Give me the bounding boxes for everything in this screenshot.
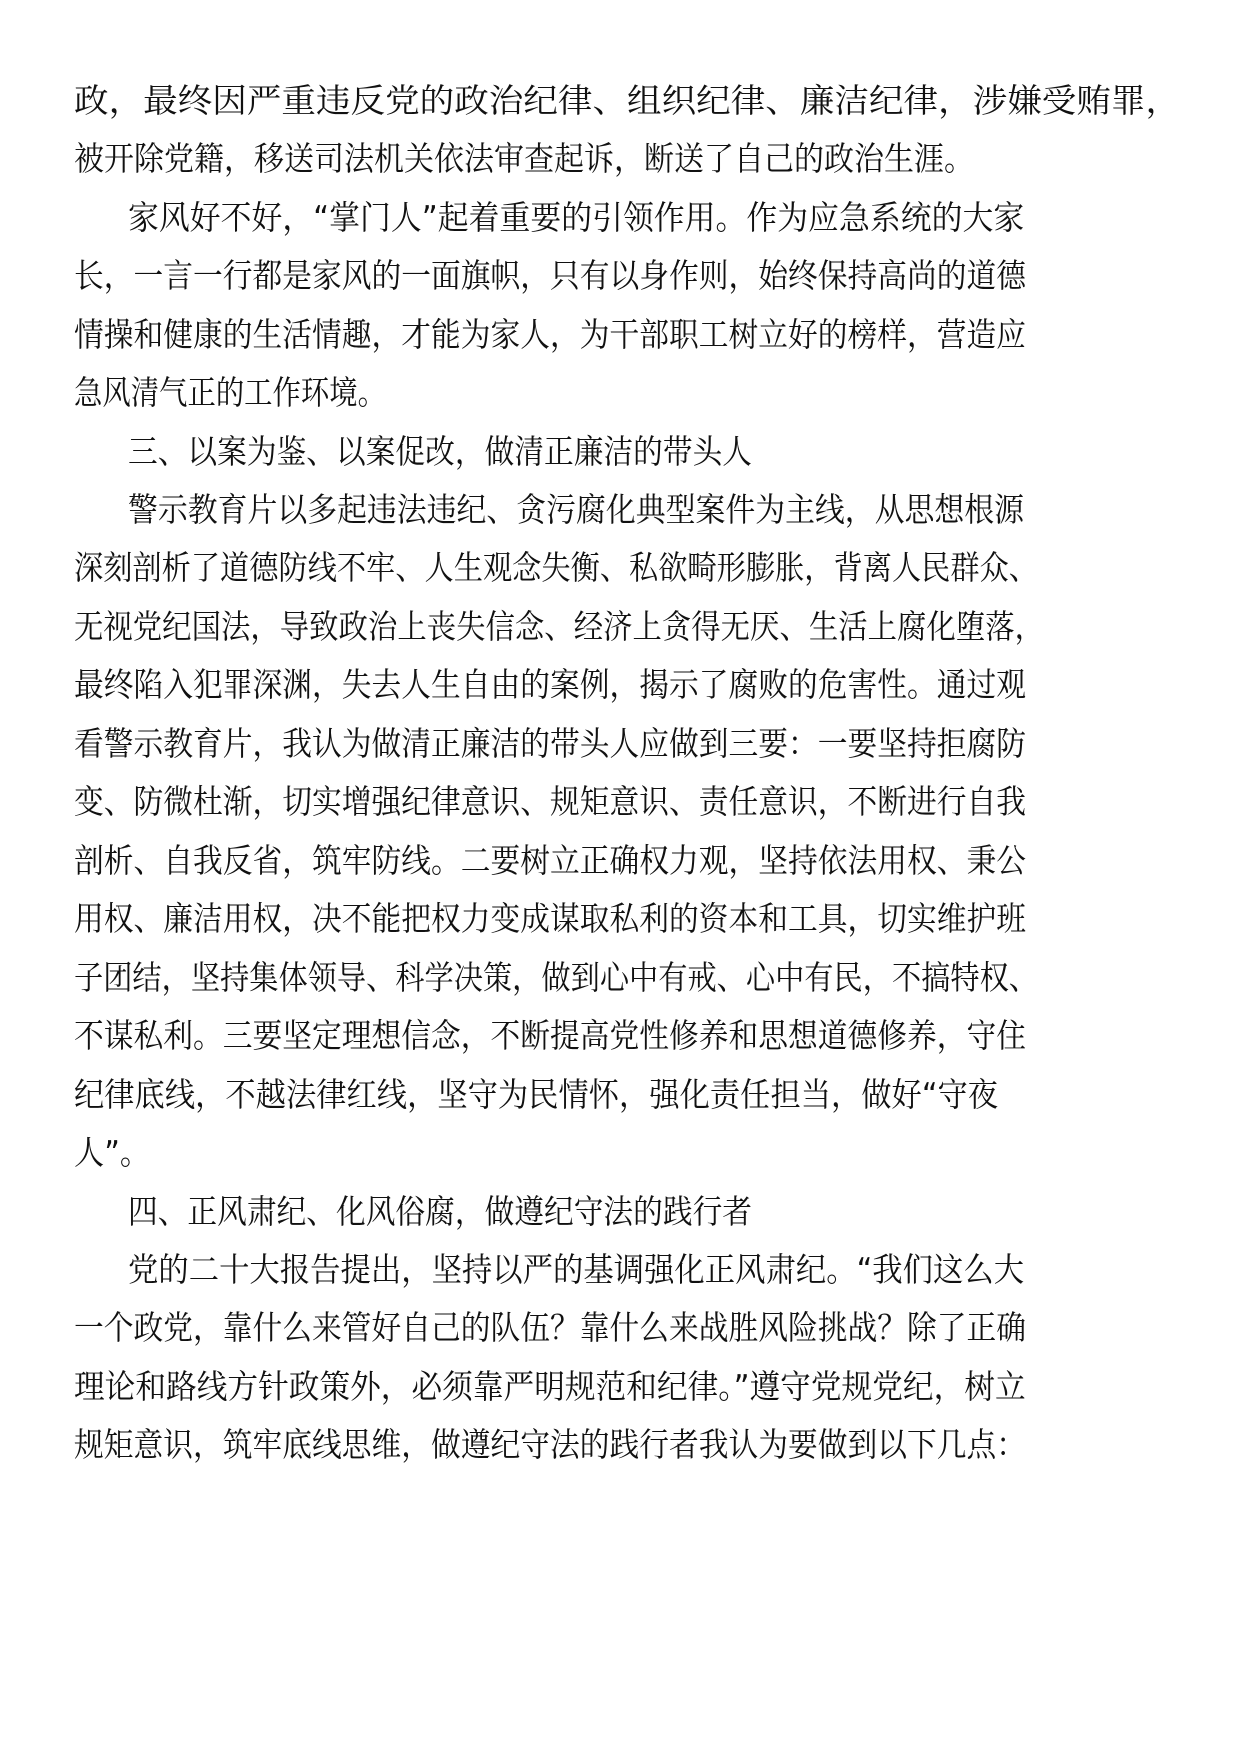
paragraph-line: 剖析、自我反省，筑牢防线。二要树立正确权力观，坚持依法用权、秉公 [74,841,1026,880]
paragraph-line: 长，一言一行都是家风的一面旗帜，只有以身作则，始终保持高尚的道德 [74,256,1026,295]
paragraph-line: 变、防微杜渐，切实增强纪律意识、规矩意识、责任意识，不断进行自我 [74,782,1026,821]
paragraph-line: 党的二十大报告提出，坚持以严的基调强化正风肃纪。“我们这么大 [128,1250,1025,1289]
paragraph-line: 最终陷入犯罪深渊，失去人生自由的案例，揭示了腐败的危害性。通过观 [74,665,1026,704]
paragraph-line: 深刻剖析了道德防线不牢、人生观念失衡、私欲畸形膨胀，背离人民群众、 [74,548,1038,587]
paragraph-line: 情操和健康的生活情趣，才能为家人，为干部职工树立好的榜样，营造应 [74,315,1026,354]
paragraph-line: 子团结，坚持集体领导、科学决策，做到心中有戒、心中有民，不搞特权、 [74,958,1038,997]
section-heading: 四、正风肃纪、化风俗腐，做遵纪守法的践行者 [128,1192,752,1231]
paragraph-line: 急风清气正的工作环境。 [74,373,386,412]
paragraph-line: 人”。 [74,1133,151,1172]
paragraph-line: 规矩意识，筑牢底线思维，做遵纪守法的践行者我认为要做到以下几点： [74,1425,1026,1464]
paragraph-line: 家风好不好，“掌门人”起着重要的引领作用。作为应急系统的大家 [128,198,1025,237]
paragraph-line: 一个政党，靠什么来管好自己的队伍？靠什么来战胜风险挑战？除了正确 [74,1308,1026,1347]
paragraph-line: 警示教育片以多起违法违纪、贪污腐化典型案件为主线，从思想根源 [128,490,1024,529]
paragraph-line: 看警示教育片，我认为做清正廉洁的带头人应做到三要：一要坚持拒腐防 [74,724,1026,763]
paragraph-line: 无视党纪国法，导致政治上丧失信念、经济上贪得无厌、生活上腐化堕落， [74,607,1044,646]
paragraph-line: 政，最终因严重违反党的政治纪律、组织纪律、廉洁纪律，涉嫌受贿罪， [74,81,1180,120]
paragraph-line: 纪律底线，不越法律红线，坚守为民情怀，强化责任担当，做好“守夜 [74,1075,999,1114]
paragraph-line: 理论和路线方针政策外，必须靠严明规范和纪律。”遵守党规党纪，树立 [74,1367,1026,1406]
paragraph-line: 用权、廉洁用权，决不能把权力变成谋取私利的资本和工具，切实维护班 [74,899,1026,938]
paragraph-line: 被开除党籍，移送司法机关依法审查起诉，断送了自己的政治生涯。 [74,139,974,178]
paragraph-line: 不谋私利。三要坚定理想信念，不断提高党性修养和思想道德修养，守住 [74,1016,1026,1055]
section-heading: 三、以案为鉴、以案促改，做清正廉洁的带头人 [128,432,752,471]
